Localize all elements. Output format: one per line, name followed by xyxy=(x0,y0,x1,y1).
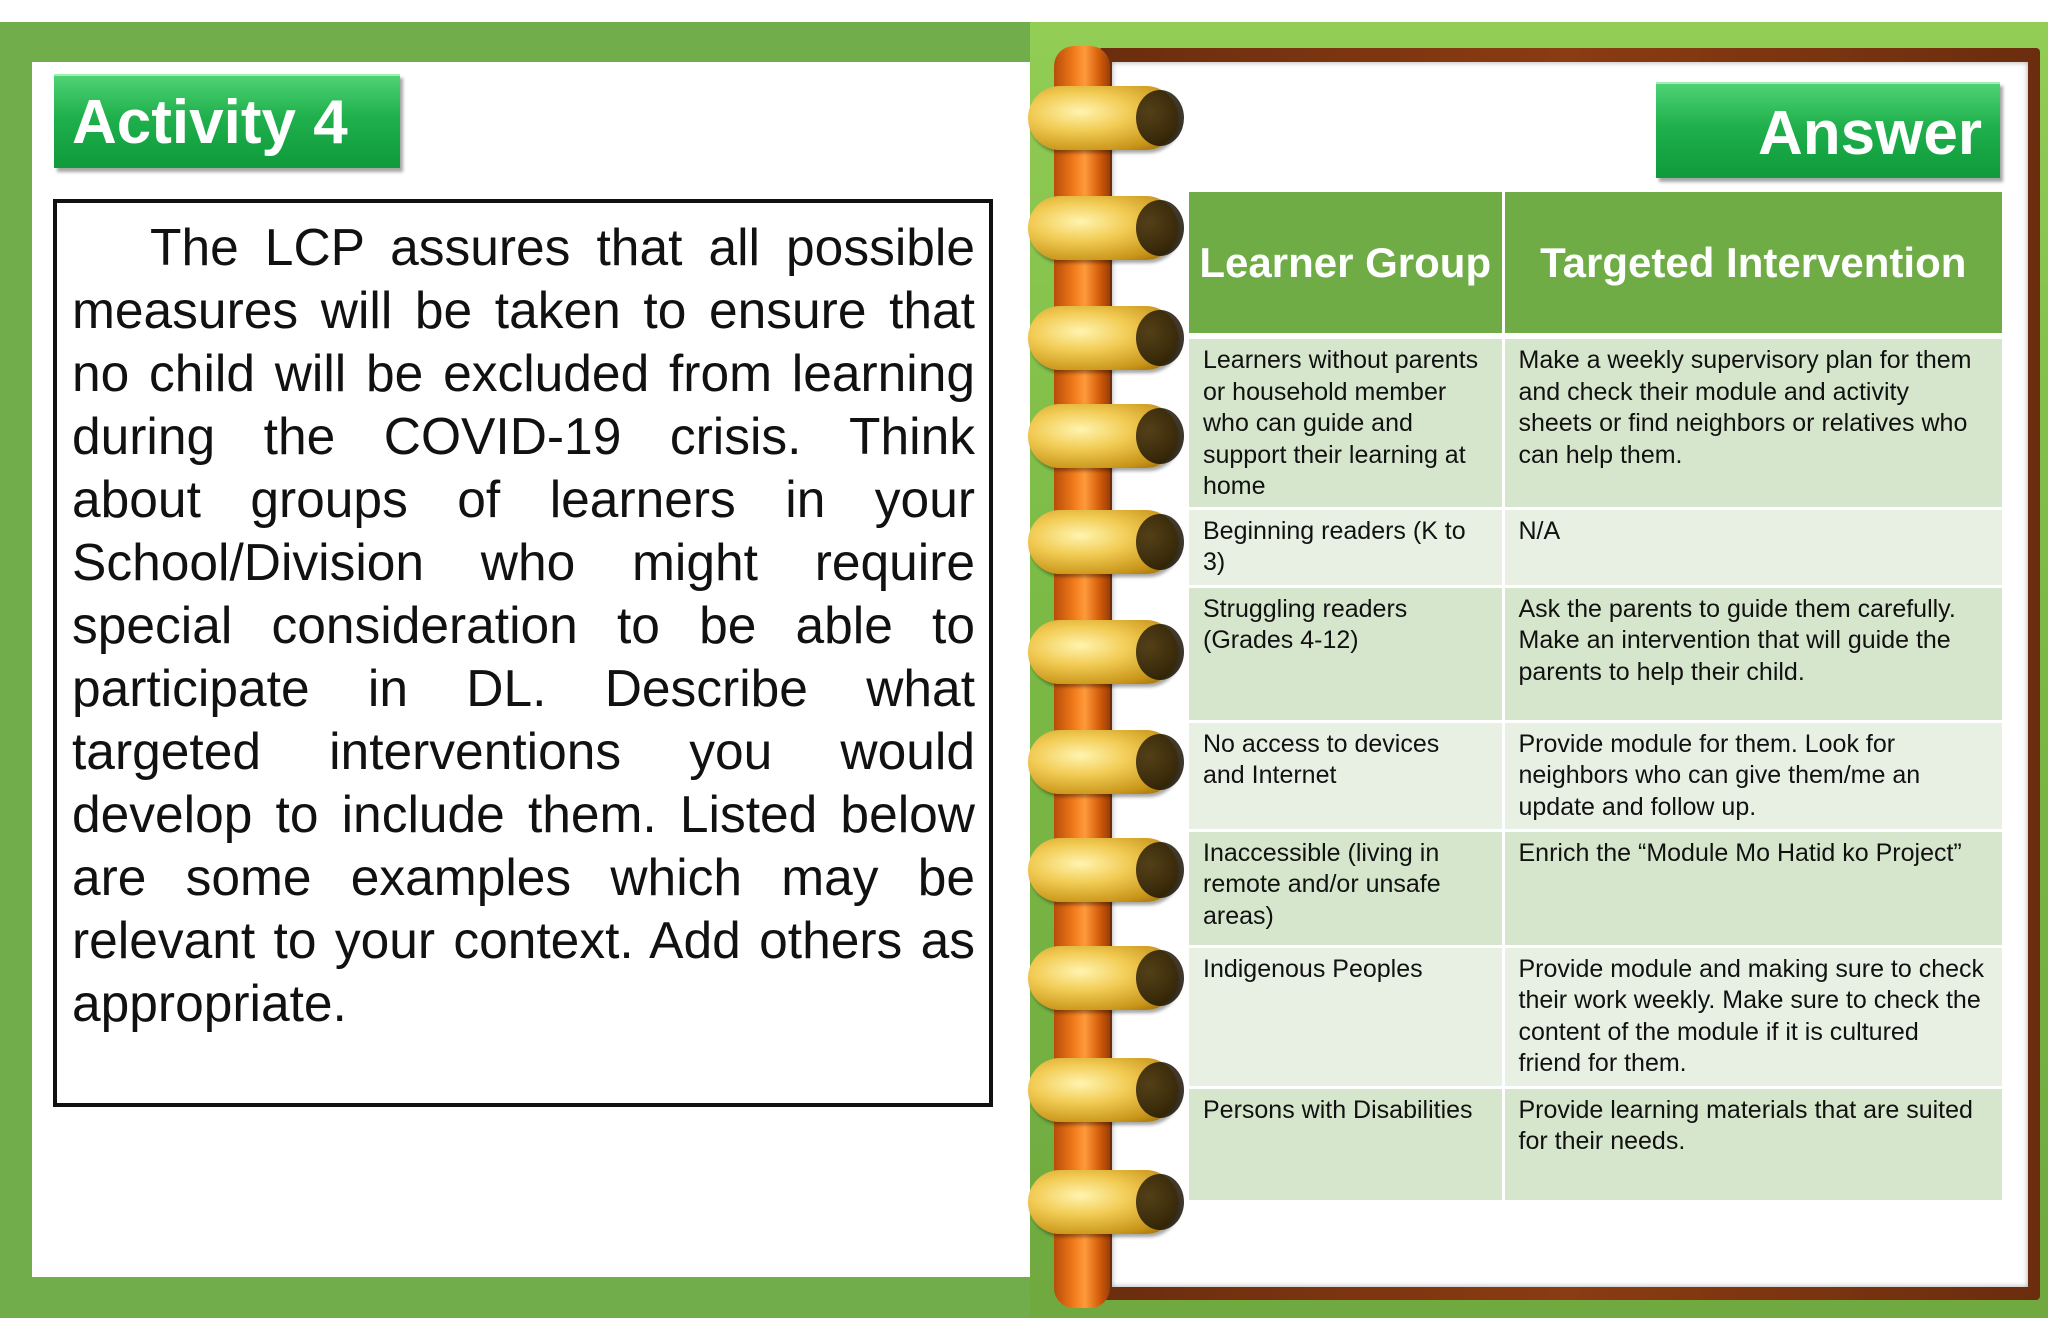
intervention-cell: Provide module and making sure to check their work weekly. Make sure to check the content of the module if it is cultured friend for them. xyxy=(1503,946,2002,1087)
binder-ring-icon xyxy=(1028,86,1178,150)
answer-badge: Answer xyxy=(1656,82,2000,178)
answer-table xyxy=(1189,192,2002,1203)
binder-ring-icon xyxy=(1028,306,1178,370)
header-learner-group: Learner Group xyxy=(1189,192,1503,336)
prompt-text: The LCP assures that all possible measures will be taken to ensure that no child will be excluded from learning during the COVID-19 crisis. Think about groups of learners in your School/Division who might require special consideration to be able to participate in DL. Describe what targeted interventions you would develop to include them. Listed below are some examples which may be relevant to your context. Add others as appropriate. xyxy=(72,218,975,1032)
intervention-cell: Provide learning materials that are suited for their needs. xyxy=(1503,1087,2002,1201)
prompt-box xyxy=(53,199,993,1107)
intervention-cell: Enrich the “Module Mo Hatid ko Project” xyxy=(1503,830,2002,946)
learner-group-cell: No access to devices and Internet xyxy=(1189,721,1503,830)
learner-group-cell: Inaccessible (living in remote and/or unsafe areas) xyxy=(1189,830,1503,946)
learner-group-cell: Struggling readers (Grades 4-12) xyxy=(1189,586,1503,721)
learner-group-cell: Persons with Disabilities xyxy=(1189,1087,1503,1201)
binder-ring-icon xyxy=(1028,1170,1178,1234)
table-row xyxy=(1189,830,2002,946)
table-row xyxy=(1189,946,2002,1087)
table-row xyxy=(1189,1087,2002,1201)
binder-ring-icon xyxy=(1028,620,1178,684)
bottom-strip xyxy=(0,1318,2048,1339)
table-row xyxy=(1189,508,2002,586)
table-row xyxy=(1189,586,2002,721)
learner-group-cell: Beginning readers (K to 3) xyxy=(1189,508,1503,586)
binder-ring-icon xyxy=(1028,196,1178,260)
activity-badge: Activity 4 xyxy=(54,74,400,168)
intervention-cell: N/A xyxy=(1503,508,2002,586)
learner-group-cell: Indigenous Peoples xyxy=(1189,946,1503,1087)
intervention-cell: Make a weekly supervisory plan for them and check their module and activity sheets or find neighbors or relatives who can help them. xyxy=(1503,336,2002,508)
binder-ring-icon xyxy=(1028,1058,1178,1122)
binder-ring-icon xyxy=(1028,946,1178,1010)
intervention-cell: Provide module for them. Look for neighbors who can give them/me an update and follow up. xyxy=(1503,721,2002,830)
binder-ring-icon xyxy=(1028,404,1178,468)
table-row xyxy=(1189,336,2002,508)
table-row xyxy=(1189,721,2002,830)
table-header-row xyxy=(1189,192,2002,336)
intervention-cell: Ask the parents to guide them carefully. Make an intervention that will guide the parents to help their child. xyxy=(1503,586,2002,721)
binder-ring-icon xyxy=(1028,730,1178,794)
header-targeted-intervention: Targeted Intervention xyxy=(1503,192,2002,336)
binder-ring-icon xyxy=(1028,838,1178,902)
binder-ring-icon xyxy=(1028,510,1178,574)
learner-group-cell: Learners without parents or household member who can guide and support their learning at home xyxy=(1189,336,1503,508)
top-strip xyxy=(0,0,2048,22)
